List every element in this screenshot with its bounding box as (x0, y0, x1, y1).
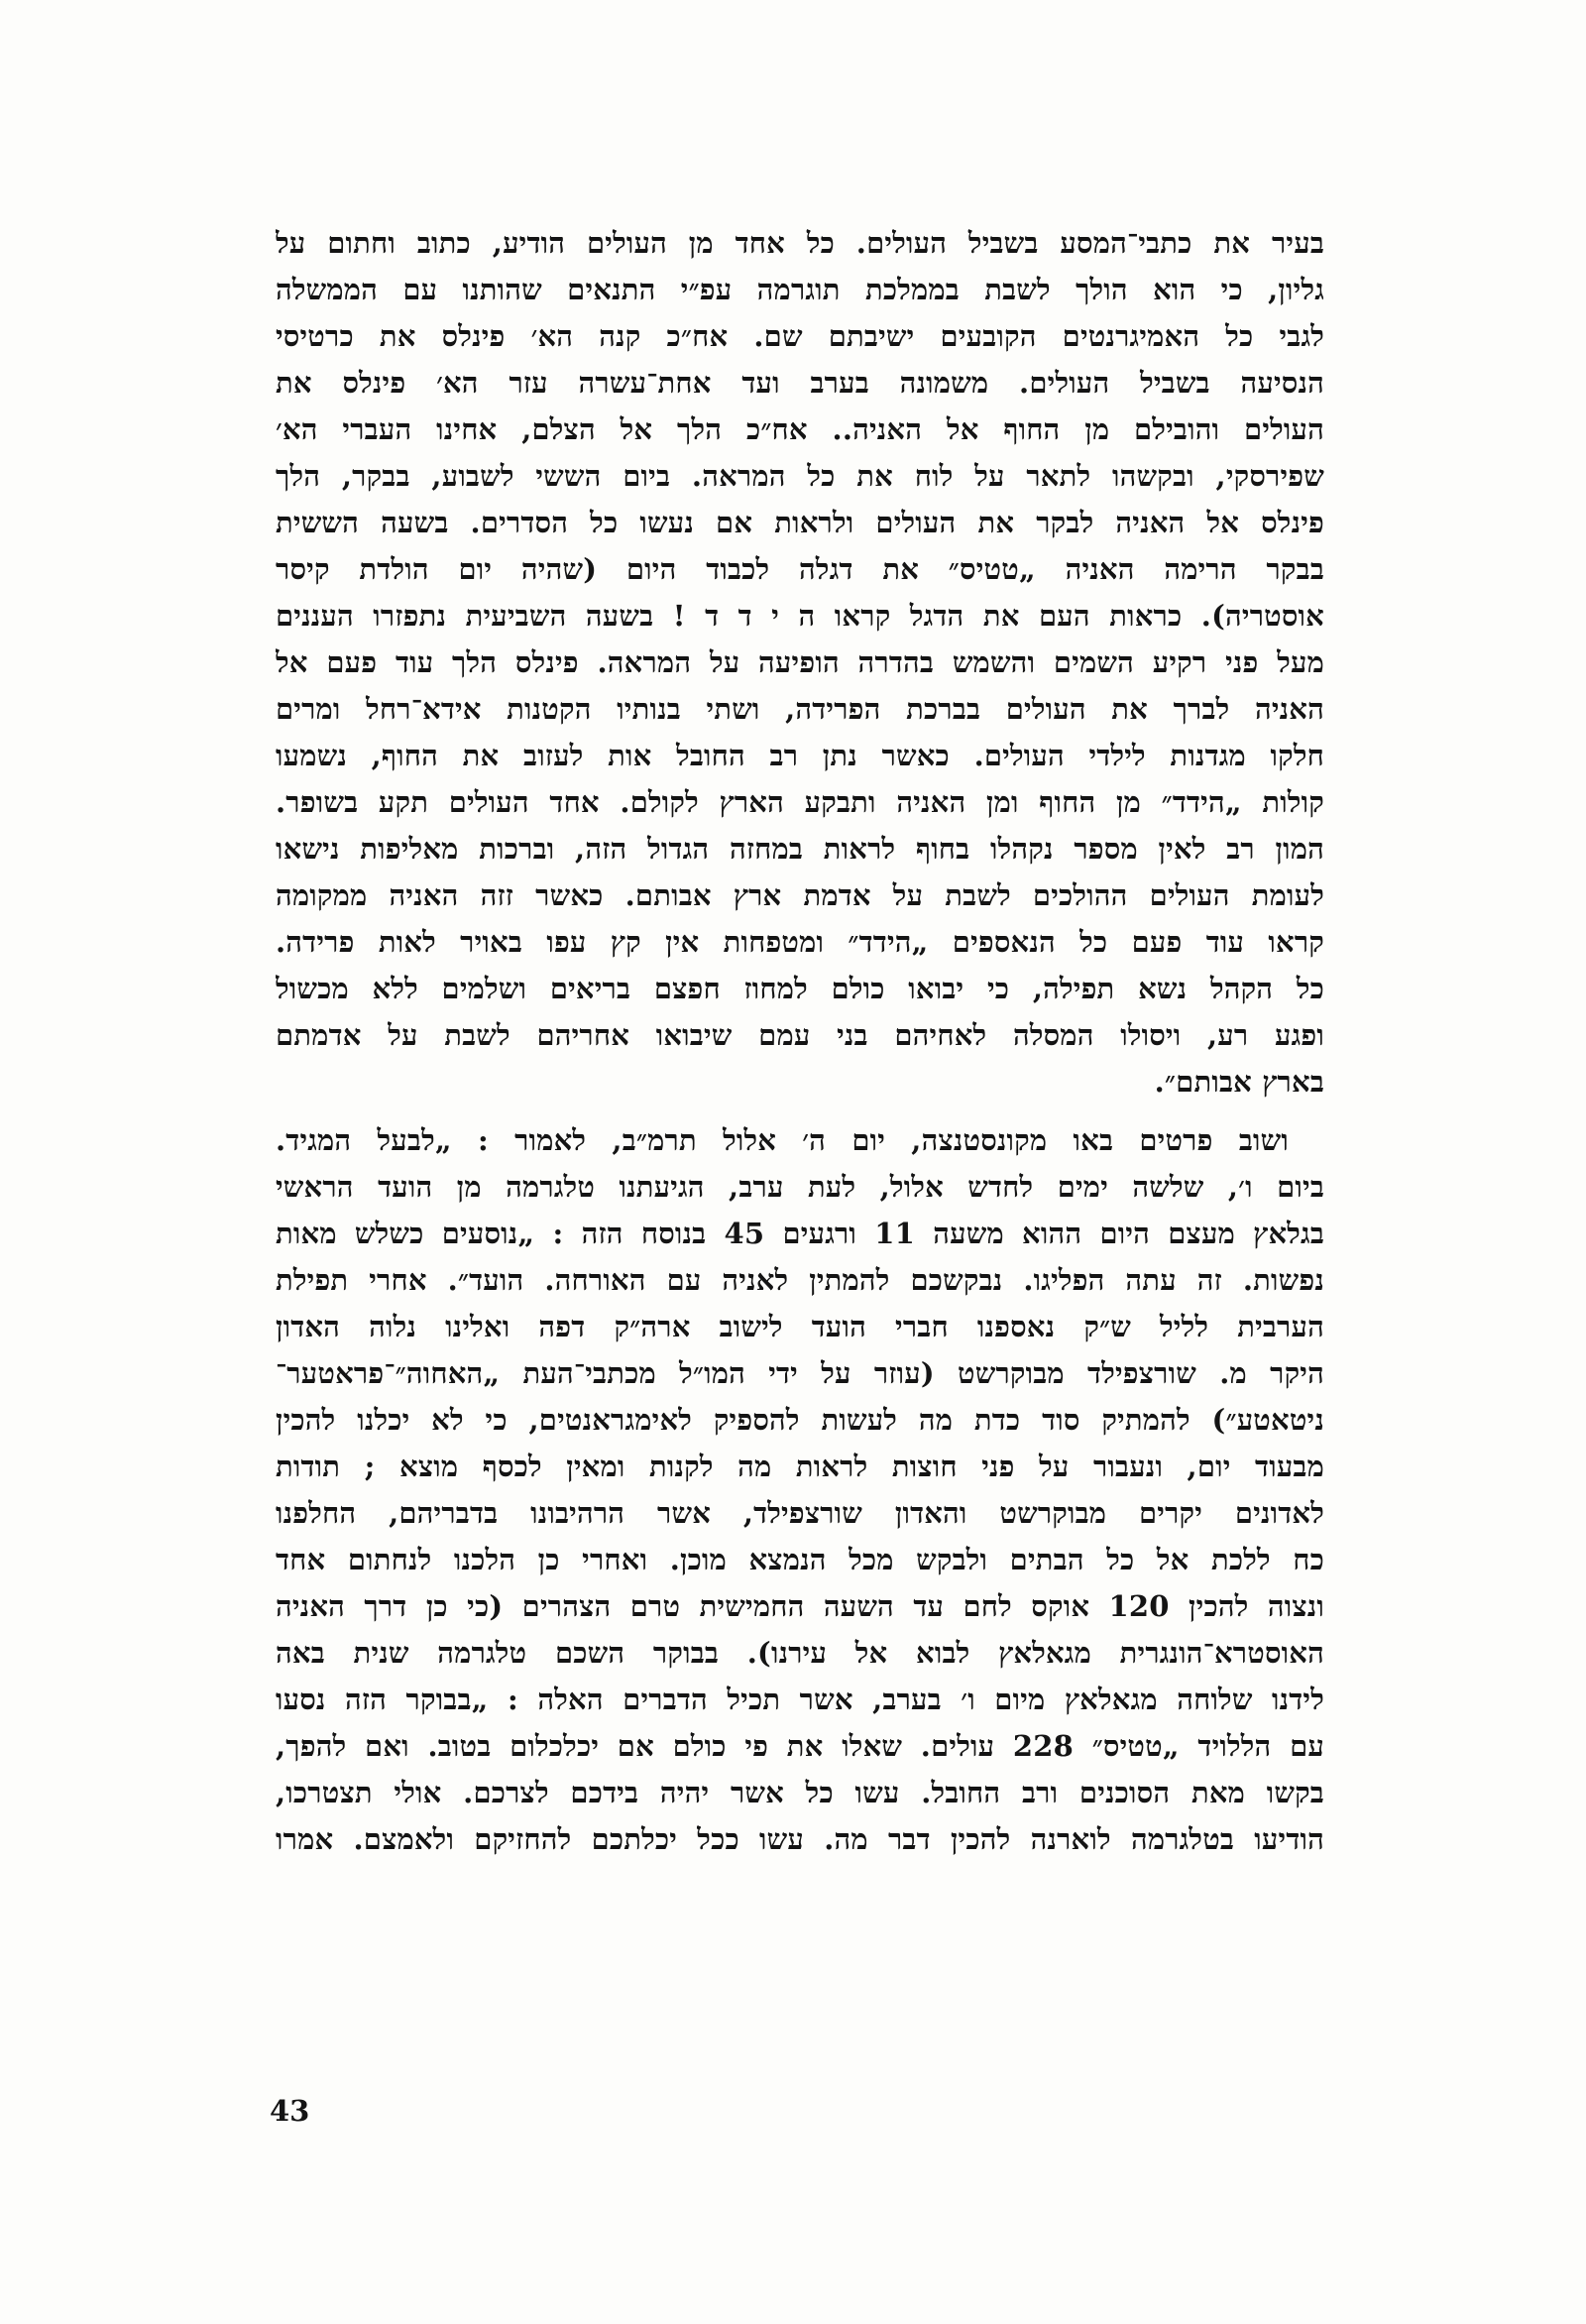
text-line: עם הללויד „טטיס״ 228 עולים. שאלו את פי כולם אם יכלכלום בטוב. ואם להפך, (276, 1729, 1324, 1763)
text-line: כח ללכת אל כל הבתים ולבקש מכל הנמצא מוכן. ואחרי כן הלכנו לנחתום אחד (276, 1543, 1324, 1576)
text-line: לאדונים יקרים מבוקרשט והאדון שורצפילד, אשר הרהיבונו בדבריהם, החלפנו (276, 1496, 1324, 1530)
text-line: האוסטרא־הונגרית מגאלאץ לבוא אל עירנו). בבוקר השכם טלגרמה שנית באה (276, 1636, 1324, 1670)
text-line: לגבי כל האמיגרנטים הקובעים ישיבתם שם. אח״כ קנה הא׳ פינלס את כרטיסי (276, 319, 1324, 353)
text-line: שפירסקי, ובקשהו לתאר על לוח את כל המראה. ביום הששי לשבוע, בבקר, הלך (276, 459, 1324, 493)
text-line: ושוב פרטים באו מקונסטנצה, יום ה׳ אלול תרמ״ב, לאמור : „לבעל המגיד. (276, 1123, 1289, 1157)
text-line: הנסיעה בשביל העולים. משמונה בערב ועד אחת־עשרה עזר הא׳ פינלס את (276, 366, 1324, 400)
text-line: הערבית לליל ש״ק נאספנו חברי הועד לישוב ארה״ק דפה ואלינו נלוה האדון (276, 1310, 1324, 1343)
text-line: אוסטריה). כראות העם את הדגל קראו ה י ד ד ! בשעה השביעית נתפזרו העננים (276, 599, 1324, 633)
text-line: פינלס אל האניה לבקר את העולים ולראות אם נעשו כל הסדרים. בשעה הששית (276, 506, 1324, 539)
text-line: ביום ו׳, שלשה ימים לחדש אלול, לעת ערב, הגיעתנו טלגרמה מן הועד הראשי (276, 1170, 1324, 1204)
page-number: 43 (270, 2094, 310, 2128)
text-line: בארץ אבותם״. (1154, 1065, 1324, 1099)
text-line: חלקו מגדנות לילדי העולים. כאשר נתן רב החובל אות לעזוב את החוף, נשמעו (276, 739, 1324, 772)
text-line: הודיעו בטלגרמה לוארנה להכין דבר מה. עשו ככל יכלתכם להחזיקם ולאמצם. אמרו (276, 1822, 1324, 1856)
text-line: בגלאץ מעצם היום ההוא משעה 11 ורגעים 45 בנוסח הזה : „נוסעים כשלש מאות (276, 1217, 1324, 1250)
paragraph-2 (276, 1117, 1324, 1863)
text-line: בבקר הרימה האניה „טטיס״ את דגלה לכבוד היום (שהיה יום הולדת קיסר (276, 552, 1324, 586)
text-line: העולים והובילם מן החוף אל האניה.. אח״כ הלך אל הצלם, אחינו העברי הא׳ (276, 412, 1324, 446)
text-line: המון רב לאין מספר נקהלו בחוף לראות במחזה הגדול הזה, וברכות מאליפות נישאו (276, 832, 1324, 866)
text-line: ופגע רע, ויסולו המסלה לאחיהם בני עמם שיבואו אחריהם לשבת על אדמתם (276, 1018, 1324, 1052)
text-line: קראו עוד פעם כל הנאספים „הידד״ ומטפחות אין קץ עפו באויר לאות פרידה. (276, 925, 1324, 959)
text-line: כל הקהל נשא תפילה, כי יבואו כולם למחוז חפצם בריאים ושלמים ללא מכשול (276, 972, 1324, 1005)
text-line: גליון, כי הוא הולך לשבת בממלכת תוגרמה עפ״י התנאים שהותנו עם הממשלה (276, 273, 1324, 306)
text-line: קולות „הידד״ מן החוף ומן האניה ותבקע הארץ לקולם. אחד העולים תקע בשופר. (276, 785, 1324, 819)
text-line: לידנו שלוחה מגאלאץ מיום ו׳ בערב, אשר תכיל הדברים האלה : „בבוקר הזה נסעו (276, 1683, 1324, 1716)
paragraph-1 (276, 220, 1324, 1105)
text-line: ונצוה להכין 120 אוקס לחם עד השעה החמישית טרם הצהרים (כי כן דרך האניה (276, 1589, 1324, 1623)
text-line: בקשו מאת הסוכנים ורב החובל. עשו כל אשר יהיה בידכם לצרכם. אולי תצטרכו, (276, 1776, 1324, 1809)
text-line: ניטאטע״) להמתיק סוד כדת מה לעשות להספיק לאימגראנטים, כי לא יכלנו להכין (276, 1403, 1324, 1437)
text-line: מבעוד יום, ונעבור על פני חוצות לראות מה לקנות ומאין לכסף מוצא ; תודות (276, 1450, 1324, 1483)
text-line: נפשות. זה עתה הפליגו. נבקשכם להמתין לאניה עם האורחה. הועד״. אחרי תפילת (276, 1263, 1324, 1297)
text-line: מעל פני רקיע השמים והשמש בהדרה הופיעה על המראה. פינלס הלך עוד פעם אל (276, 645, 1324, 679)
body-text (276, 220, 1324, 1863)
text-line: לעומת העולים ההולכים לשבת על אדמת ארץ אבותם. כאשר זזה האניה ממקומה (276, 878, 1324, 912)
text-line: בעיר את כתבי־המסע בשביל העולים. כל אחד מן העולים הודיע, כתוב וחתום על (276, 226, 1324, 260)
text-line: היקר מ. שורצפילד מבוקרשט (עוזר על ידי המו״ל מכתבי־העת „האחוה״־פראטער־ (276, 1356, 1324, 1390)
text-line: האניה לברך את העולים בברכת הפרידה, ושתי בנותיו הקטנות אידא־רחל ומרים (276, 692, 1324, 726)
